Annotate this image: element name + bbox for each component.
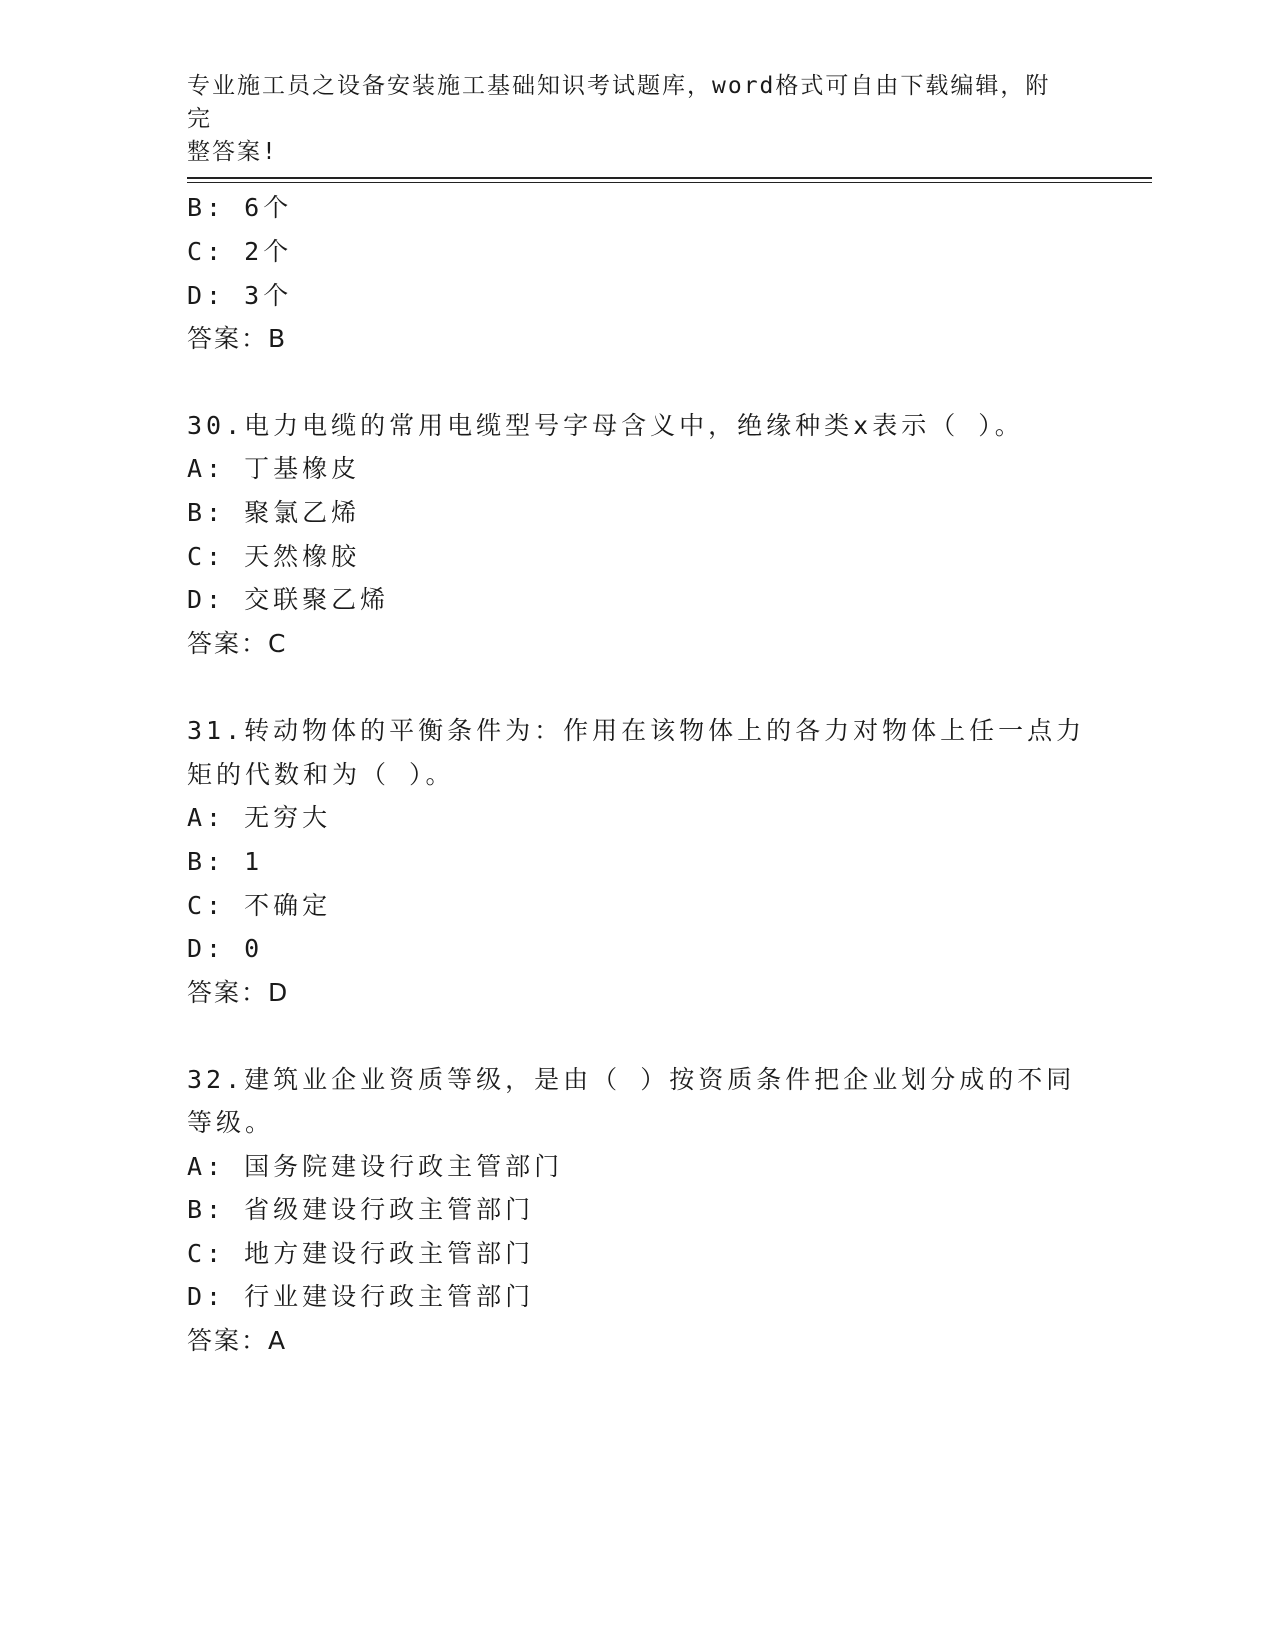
prev-option-d: D: 3个 (187, 281, 293, 310)
q31-option-b: B: 1 (187, 847, 264, 876)
q32-option-c: C: 地方建设行政主管部门 (187, 1239, 535, 1268)
q32-answer: 答案：A (187, 1326, 288, 1355)
q30-answer: 答案：C (187, 629, 288, 658)
prev-option-b: B: 6个 (187, 193, 293, 222)
q32-stem-line-2: 等级。 (187, 1108, 275, 1137)
document-header (187, 70, 1067, 169)
q31-stem-line-2: 矩的代数和为（ ）。 (187, 760, 455, 789)
header-rule-thin (187, 182, 1152, 183)
q30-option-c: C: 天然橡胶 (187, 542, 361, 571)
q32-option-d: D: 行业建设行政主管部门 (187, 1282, 535, 1311)
q31-answer: 答案：D (187, 978, 290, 1007)
header-rule-thick (187, 177, 1152, 179)
q31-option-c: C: 不确定 (187, 891, 332, 920)
q31-stem-line-1: 31.转动物体的平衡条件为：作用在该物体上的各力对物体上任一点力 (187, 716, 1086, 745)
prev-option-c: C: 2个 (187, 237, 293, 266)
q31-option-a: A: 无穷大 (187, 803, 332, 832)
q30-option-b: B: 聚氯乙烯 (187, 498, 361, 527)
header-line-2: 整答案! (187, 139, 278, 165)
q30-option-d: D: 交联聚乙烯 (187, 585, 390, 614)
prev-answer: 答案：B (187, 324, 288, 353)
q32-option-a: A: 国务院建设行政主管部门 (187, 1152, 564, 1181)
q30-option-a: A: 丁基橡皮 (187, 454, 361, 483)
q32-option-b: B: 省级建设行政主管部门 (187, 1195, 535, 1224)
q31-option-d: D: 0 (187, 934, 264, 963)
q32-stem-line-1: 32.建筑业企业资质等级，是由（ ）按资质条件把企业划分成的不同 (187, 1065, 1076, 1094)
header-line-1: 专业施工员之设备安装施工基础知识考试题库，word格式可自由下载编辑，附完 (187, 73, 1051, 132)
q30-stem: 30.电力电缆的常用电缆型号字母含义中，绝缘种类x表示（ ）。 (187, 411, 1024, 440)
